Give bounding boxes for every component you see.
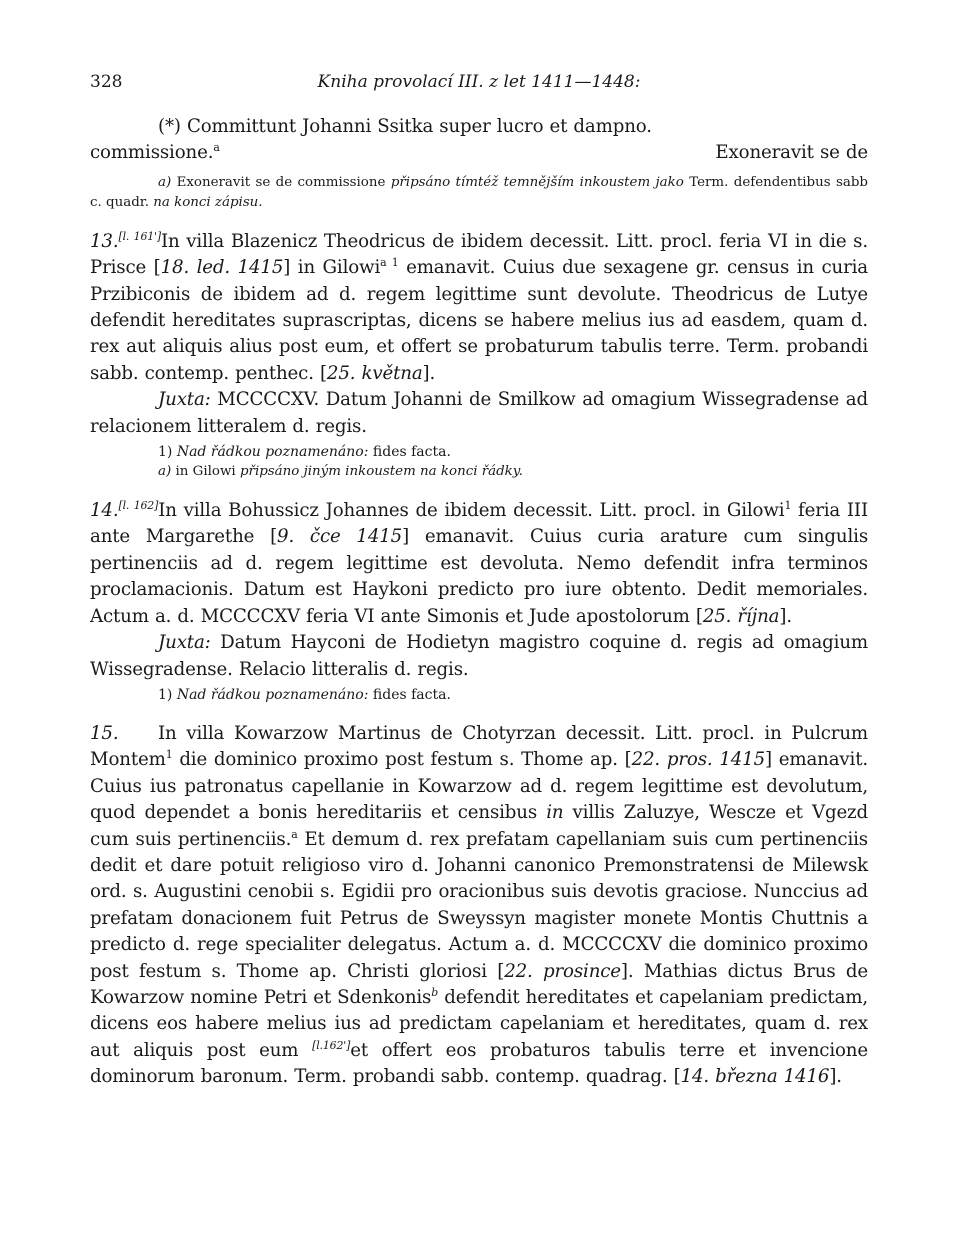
entry-text: In villa Kowarzow Martinus de Chotyrzan decessit. Litt. procl. in Pulcrum Montem <box>90 722 868 771</box>
entry-number: 15. <box>90 722 119 744</box>
entry-text: et offert eos probaturos tabulis terre et invencione dominorum baronum. Term. probandi sabb. contemp. quadrag. [ <box>90 1039 868 1088</box>
footnote-1 <box>90 685 868 705</box>
entry-text: ]. <box>422 362 436 384</box>
italic-word: in <box>546 802 564 824</box>
footnote-marker: a) <box>158 464 172 480</box>
folio-marker: [l.162'] <box>312 1038 351 1052</box>
entry-13-footnotes <box>90 442 868 482</box>
folio-marker: [l. 162] <box>118 498 159 512</box>
footnote-text <box>90 173 868 213</box>
entry-text: die dominico proximo post festum s. Thome ap. [ <box>172 749 632 771</box>
entry-text: villis Zaluzye, Wescze et Vgezd cum suis pertinenciis. <box>90 802 868 850</box>
entry-text: In villa Blazenicz Theodricus de ibidem decessit. Litt. procl. feria VI in die s. Prisce [ <box>90 230 868 279</box>
entry-number: 13. <box>90 230 119 252</box>
juxta-text: MCCCCXV. Datum Johanni de Smilkow ad omagium Wissegradense ad relacionem litteralem d. regis. <box>90 389 868 437</box>
entry-15-text <box>90 721 868 1091</box>
footnote-italic: Nad řádkou poznamenáno: <box>176 686 369 703</box>
entry-14 <box>90 498 868 705</box>
entry-text: In villa Bohussicz Johannes de ibidem decessit. Litt. procl. in Gilowi <box>158 500 785 522</box>
date-gloss: 25. května <box>326 362 423 384</box>
footnote-ref: b <box>431 985 439 999</box>
footnote-plain-2: Term. defendentibus sabb c. quadr. <box>90 174 868 210</box>
entry-14-footnotes <box>90 685 868 705</box>
entry-13-text <box>90 229 868 387</box>
footnote-ref: a <box>291 827 298 841</box>
footnote-plain: fides facta. <box>368 444 451 461</box>
document-page <box>90 62 868 1091</box>
date-gloss: 22. prosince <box>504 960 621 982</box>
running-header <box>90 62 868 96</box>
date-gloss: 14. března 1416 <box>680 1066 830 1088</box>
footnote-marker: 1) <box>158 444 173 461</box>
footnote-marker: 1) <box>158 686 173 703</box>
footnote-plain: in Gilowi <box>175 464 236 480</box>
entry-text: Et demum d. rex prefatam capellaniam suis cum pertinenciis dedit et dare potuit religioso viro d. Johanni canonico Premonstratensi de Milewsk ord. s. Augustini cenobii s. Egidii pro oracionibus suis devotis graciose. Nunccius ad prefatam donacionem fuit Petrus de Sweyssyn magister monete Montis Chuttnis a predicto d. rege specialiter delegatus. Actum a. d. MCCCCXV die dominico proximo post festum s. Thome ap. Christi gloriosi [ <box>90 828 868 982</box>
footnote-italic-2: na konci zápisu. <box>153 194 263 210</box>
juxta-line <box>90 630 868 683</box>
juxta-line <box>90 387 868 440</box>
date-gloss: 18. led. 1415 <box>160 257 284 279</box>
footnote-italic: připsáno tímtéž temnějším inkoustem jako <box>390 174 684 190</box>
entry-text: ]. <box>829 1066 842 1088</box>
entry-text: ]. <box>779 605 792 627</box>
entry-number: 14. <box>90 500 119 522</box>
footnote-ref: 1 <box>784 498 792 512</box>
juxta-label: Juxta: <box>158 632 211 654</box>
page-number: 328 <box>90 72 123 92</box>
entry-text: ]. Mathias dictus Brus de Kowarzow nomine Petri et Sdenkonis <box>90 960 868 1008</box>
footnote-plain: Exoneravit se de commissione <box>176 174 386 190</box>
footnote-a <box>90 462 868 482</box>
running-title: Kniha provolací III. z let 1411—1448: <box>317 72 641 92</box>
entry-text: emanavit. Cuius due sexagene gr. census in curia Przibiconis de ibidem ad d. regem legittime sunt devolute. Theodricus de Lutye defendit hereditates suprascriptas, dicens se habere melius ius ad easdem, quam d. rex aut aliquis alius post eum, et offert se probaturum tabulis terre. Term. probandi sabb. contemp. penthec. [ <box>90 257 868 384</box>
folio-marker: [l. 161'] <box>118 229 161 243</box>
footnote-marker: a) <box>158 174 172 190</box>
entry-text: ] in Gilowi <box>283 257 381 279</box>
entry-15 <box>90 721 868 1091</box>
footnote-ref: a 1 <box>380 256 399 270</box>
footnote-1 <box>90 442 868 462</box>
entry-text: ] emanavit. Cuius curia arature cum singulis pertinenciis ad d. regem legittime est devoluta. Nemo defendit infra terminos proclamacionis. Datum est Haykoni predicto pro iure obtento. Dedit memoriales. Actum a. d. MCCCCXV feria VI ante Simonis et Jude apostolorum [ <box>90 526 868 627</box>
footnote-plain: fides facta. <box>368 686 451 703</box>
footnote-italic: připsáno jiným inkoustem na konci řádky. <box>239 464 523 480</box>
juxta-text: Datum Hayconi de Hodietyn magistro coquine d. regis ad omagium Wissegradense. Relacio litteralis d. regis. <box>90 632 868 680</box>
footnote-ref: a <box>213 141 220 155</box>
entry-13 <box>90 229 868 482</box>
commission-text-2: commissione. <box>90 142 214 164</box>
footnote-italic: Nad řádkou poznamenáno: <box>176 444 369 461</box>
juxta-label: Juxta: <box>158 389 211 411</box>
footnote-ref: 1 <box>165 748 173 762</box>
entry-14-text <box>90 498 868 630</box>
commission-text: (*) Committunt Johanni Ssitka super lucro et dampno. <box>158 116 652 137</box>
commission-text-right: Exoneravit se de <box>715 142 868 164</box>
date-gloss: 25. října <box>702 605 780 627</box>
entry-text: defendit hereditates et capelaniam predictam, dicens eos habere melius ius ad predictam capelaniam et hereditates, quam d. rex aut aliquis post eum <box>90 986 868 1061</box>
date-gloss: 9. čce 1415 <box>277 526 403 548</box>
entry-text: ] emanavit. Cuius ius patronatus capellanie in Kowarzow ad d. regem legittime est devolutum, quod dependet a bonis hereditariis et censibus <box>90 749 869 824</box>
commission-note <box>90 114 868 213</box>
date-gloss: 22. pros. 1415 <box>631 749 766 771</box>
commission-footnote <box>90 173 868 213</box>
entry-text: feria III ante Margarethe [ <box>90 500 868 548</box>
